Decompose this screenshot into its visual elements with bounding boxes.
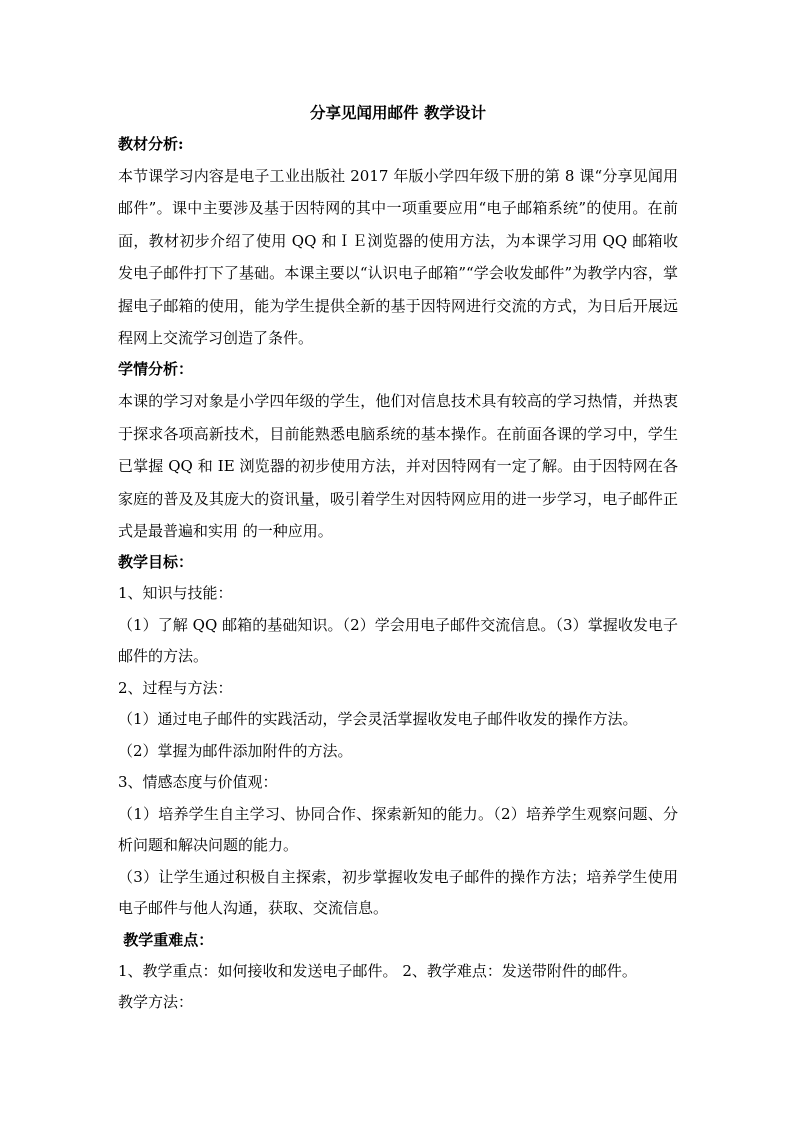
document-title: 分享见闻用邮件 教学设计 [310, 103, 486, 122]
goal-item: （3）让学生通过积极自主探索，初步掌握收发电子邮件的操作方法；培养学生使用电子邮件与他人沟通，获取、交流信息。 [118, 867, 678, 918]
section-text-material: 本节课学习内容是电子工业出版社 2017 年版小学四年级下册的第 8 课“分享见闻用邮件”。课中主要涉及基于因特网的其中一项重要应用“电子邮箱系统”的使用。在前面，教材初步介绍了使用 QQ 和ＩＥ浏览器的使用方法，为本课学习用 QQ 邮箱收发电子邮件打下了基础。本课主要以“认识电子邮箱”“学会收发邮件”为教学内容，掌握电子邮箱的使用，能为学生提供全新的基于因特网进行交流的方式，为日后开展远程网上交流学习创造了条件。 [118, 167, 678, 348]
section-heading-goals: 教学目标： [118, 553, 194, 572]
goal-item: 2、过程与方法： [118, 678, 233, 697]
section-text-keypoints: 1、教学重点：如何接收和发送电子邮件。 2、教学难点：发送带附件的邮件。 [118, 961, 637, 980]
section-text-students: 本课的学习对象是小学四年级的学生，他们对信息技术具有较高的学习热情，并热衷于探求各项高新技术，目前能熟悉电脑系统的基本操作。在前面各课的学习中，学生已掌握 QQ 和 IE 浏览器的初步使用方法，并对因特网有一定了解。由于因特网在各家庭的普及及其庞大的资讯量，吸引着学生对因特网应用的进一步学习，电子邮件正式是最普遍和实用 的一种应用。 [118, 392, 678, 541]
section-heading-students: 学情分析： [118, 360, 194, 379]
section-heading-methods: 教学方法： [118, 993, 194, 1012]
goal-item: （2）掌握为邮件添加附件的方法。 [118, 741, 353, 760]
document-page [118, 97, 678, 1019]
goal-item: 3、情感态度与价值观： [118, 773, 278, 792]
goal-item: （1）培养学生自主学习、协同合作、探索新知的能力。（2）培养学生观察问题、分析问题和解决问题的能力。 [118, 804, 678, 855]
goal-item: （1）通过电子邮件的实践活动，学会灵活掌握收发电子邮件收发的操作方法。 [118, 710, 638, 729]
goal-item: （1）了解 QQ 邮箱的基础知识。（2）学会用电子邮件交流信息。（3）掌握收发电子邮件的方法。 [118, 615, 678, 666]
section-heading-material: 教材分析: [118, 135, 184, 153]
section-heading-keypoints: 教学重难点： [118, 930, 214, 949]
goal-item: 1、知识与技能： [118, 584, 233, 603]
